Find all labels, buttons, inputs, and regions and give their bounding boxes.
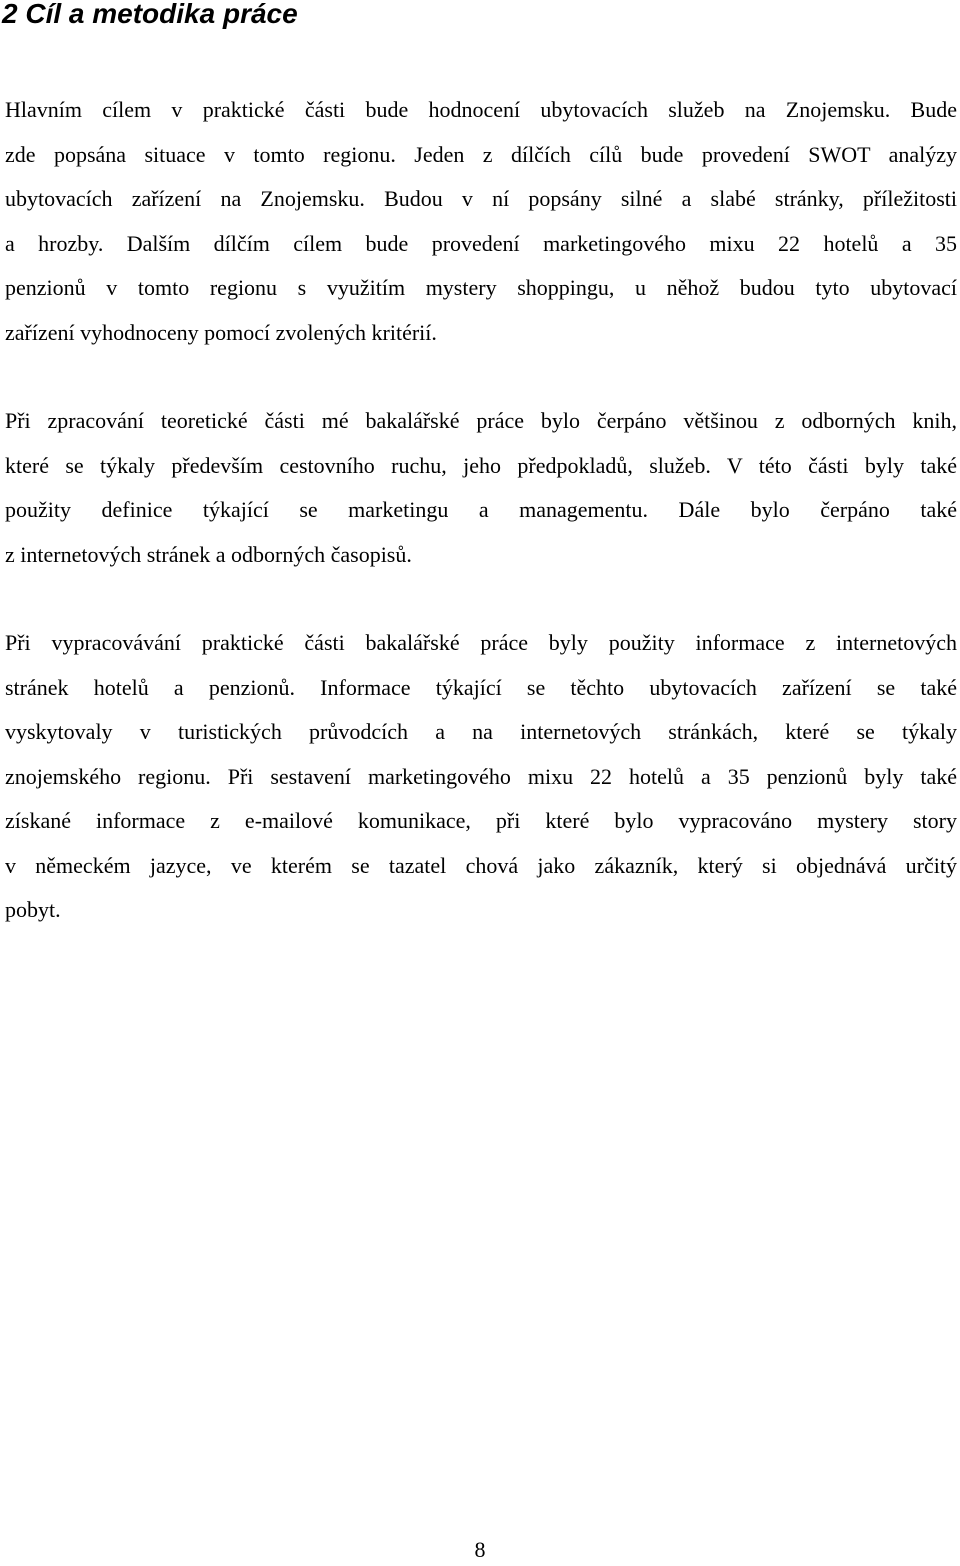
paragraph-line: použity definice týkající se marketingu a managementu. Dále bylo čerpáno také <box>5 497 957 522</box>
paragraph-line: získané informace z e-mailové komunikace, při které bylo vypracováno mystery story <box>5 808 957 833</box>
paragraph-goals <box>5 88 957 355</box>
paragraph-theory-sources <box>5 399 957 577</box>
paragraph-line: které se týkaly především cestovního ruchu, jeho předpokladů, služeb. V této části byly také <box>5 452 957 478</box>
paragraph-line: pobyt. <box>5 897 61 922</box>
paragraph-line: Při zpracování teoretické části mé bakalářské práce bylo čerpáno většinou z odborných knih, <box>5 408 957 433</box>
paragraph-line: vyskytovaly v turistických průvodcích a na internetových stránkách, které se týkaly <box>5 719 957 744</box>
paragraph-line: zařízení vyhodnoceny pomocí zvolených kritérií. <box>5 319 437 345</box>
paragraph-line: zde popsána situace v tomto regionu. Jeden z dílčích cílů bude provedení SWOT analýzy <box>5 141 957 167</box>
paragraph-line: a hrozby. Dalším dílčím cílem bude provedení marketingového mixu 22 hotelů a 35 <box>5 230 957 256</box>
paragraph-line: z internetových stránek a odborných časopisů. <box>5 541 412 567</box>
chapter-heading: 2 Cíl a metodika práce <box>2 0 298 29</box>
paragraph-line: v německém jazyce, ve kterém se tazatel chová jako zákazník, který si objednává určitý <box>5 852 957 878</box>
paragraph-line: penzionů v tomto regionu s využitím mystery shoppingu, u něhož budou tyto ubytovací <box>5 275 957 300</box>
paragraph-line: Hlavním cílem v praktické části bude hodnocení ubytovacích služeb na Znojemsku. Bude <box>5 97 957 122</box>
paragraph-line: znojemského regionu. Při sestavení marketingového mixu 22 hotelů a 35 penzionů byly také <box>5 763 957 789</box>
paragraph-line: Při vypracovávání praktické části bakalářské práce byly použity informace z internetových <box>5 630 957 655</box>
paragraph-line: ubytovacích zařízení na Znojemsku. Budou v ní popsány silné a slabé stránky, příležitosti <box>5 186 957 211</box>
paragraph-practical-sources <box>5 621 957 933</box>
paragraph-line: stránek hotelů a penzionů. Informace týkající se těchto ubytovacích zařízení se také <box>5 674 957 700</box>
page-number: 8 <box>474 1537 486 1562</box>
